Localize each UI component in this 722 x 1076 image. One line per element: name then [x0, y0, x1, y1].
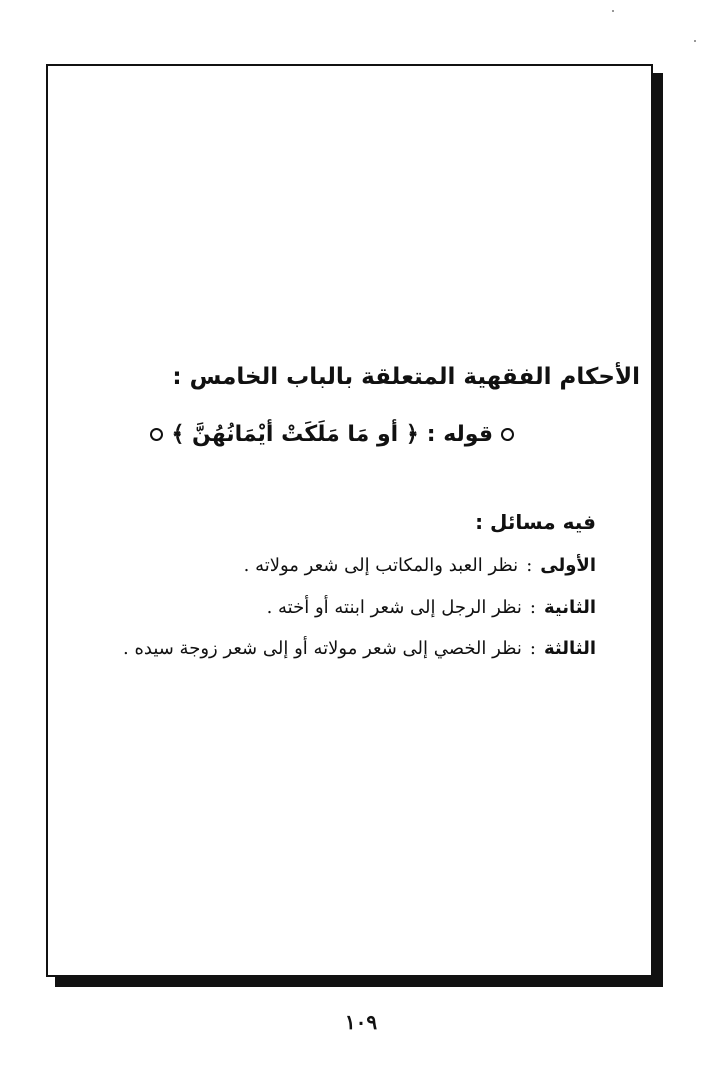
issue-label: الثانية: [543, 597, 596, 618]
issue-text: نظر العبد والمكاتب إلى شعر مولاته .: [243, 555, 519, 576]
circle-ornament-icon: [501, 428, 514, 441]
verse-quote: ﴿ أو مَا مَلَكَتْ أيْمَانُهُنَّ ﴾: [171, 422, 419, 447]
verse-prefix: قوله :: [426, 422, 493, 447]
scan-speck: [612, 10, 614, 12]
scan-speck: [694, 40, 696, 42]
issue-item-third: [123, 638, 596, 659]
issue-item-first: [244, 555, 596, 576]
issue-separator: :: [529, 638, 536, 659]
issue-separator: :: [529, 597, 536, 618]
issue-label: الأولى: [540, 555, 596, 576]
verse-line: [150, 422, 514, 447]
issue-separator: :: [526, 555, 533, 576]
issues-title: فيه مسائل :: [475, 510, 596, 534]
circle-ornament-icon: [150, 428, 163, 441]
issue-text: نظر الرجل إلى شعر ابنته أو أخته .: [266, 597, 522, 618]
page-number: ١٠٩: [344, 1010, 378, 1034]
issue-label: الثالثة: [543, 638, 596, 659]
issue-item-second: [267, 597, 596, 618]
section-heading: الأحكام الفقهية المتعلقة بالباب الخامس :: [172, 364, 640, 390]
issue-text: نظر الخصي إلى شعر مولاته أو إلى شعر زوجة سيده .: [123, 638, 522, 659]
